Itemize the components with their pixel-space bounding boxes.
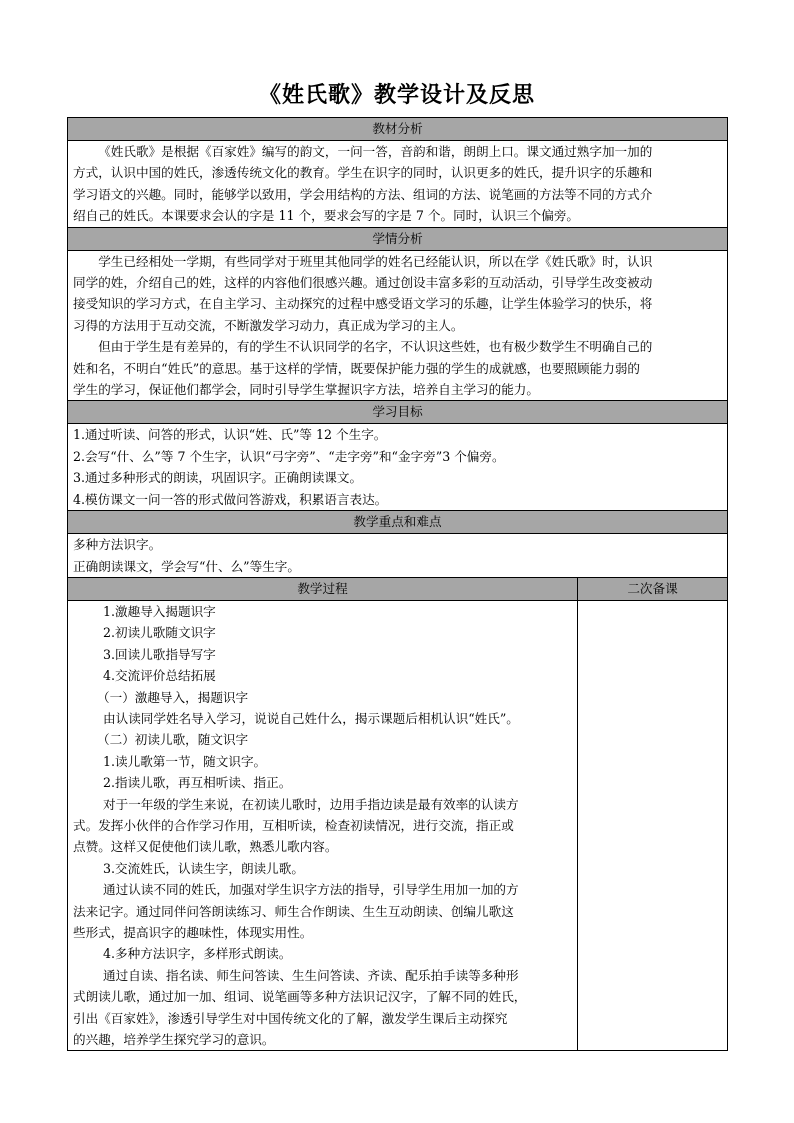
text-line: 姓和名，不明白“姓氏”的意思。基于这样的学情，既要保护能力强的学生的成就感，也要照顾能力弱的	[73, 360, 641, 376]
learners-header-row	[68, 227, 728, 250]
material-body	[68, 141, 728, 228]
process-line: （二）初读儿歌，随文识字	[97, 732, 249, 748]
text-line: 习得的方法用于互动交流，不断激发学习动力，真正成为学习的主人。	[73, 317, 464, 333]
text-line: 方式，认识中国的姓氏，渗透传统文化的教育。学生在识字的同时，认识更多的姓氏，提升识字的乐趣和	[73, 165, 653, 181]
process-line: 的兴趣，培养学生探究学习的意识。	[73, 1032, 275, 1048]
process-line: 法来记字。通过同伴问答朗读练习、师生合作朗读、生生互动朗读、创编儿歌这	[73, 903, 514, 919]
text-line: 学习语文的兴趣。同时，能够学以致用，学会用结构的方法、组词的方法、说笔画的方法等不同的方式介	[73, 186, 653, 202]
goals-header: 学习目标	[68, 401, 728, 424]
process-body-row	[68, 600, 728, 1051]
process-line: （一）激趣导入，揭题识字	[97, 689, 249, 705]
process-header: 教学过程	[68, 577, 578, 600]
learners-header: 学情分析	[68, 227, 728, 250]
process-line: 4.交流评价总结拓展	[103, 668, 216, 684]
page-title: 《姓氏歌》教学设计及反思	[258, 83, 535, 108]
process-line: 3.回读儿歌指导写字	[103, 646, 216, 662]
learners-body	[68, 250, 728, 401]
goals-body	[68, 424, 728, 511]
process-line: 4.多种方法识字，多样形式朗读。	[103, 946, 292, 962]
process-line: 对于一年级的学生来说，在初读儿歌时，边用手指边读是最有效率的认读方	[103, 796, 519, 812]
text-line: 但由于学生是有差异的，有的学生不认识同学的名字，不认识这些姓，也有极少数学生不明确自己的	[98, 339, 653, 355]
text-line: 接受知识的学习方式，在自主学习、主动探究的过程中感受语文学习的乐趣，让学生体验学习的快乐，将	[73, 296, 653, 312]
material-header-row	[68, 118, 728, 141]
process-line: 式朗读儿歌，通过加一加、组词、说笔画等多种方法识记汉字，了解不同的姓氏，	[73, 989, 527, 1005]
process-line: 3.交流姓氏，认读生字，朗读儿歌。	[103, 860, 304, 876]
process-line: 2.初读儿歌随文识字	[103, 625, 216, 641]
process-line: 2.指读儿歌，再互相听读、指正。	[103, 775, 292, 791]
process-line: 些形式，提高识字的趣味性，体现实用性。	[73, 925, 313, 940]
process-line: 由认读同学姓名导入学习，说说自己姓什么，揭示课题后相机认识“姓氏”。	[103, 710, 519, 726]
key-points-header: 教学重点和难点	[68, 511, 728, 534]
text-line: 学生的学习，保证他们都学会，同时引导学生掌握识字方法，培养自主学习的能力。	[73, 382, 539, 398]
goals-body-row	[68, 424, 728, 511]
lesson-plan-table	[67, 117, 728, 1051]
second-prep-header: 二次备课	[578, 577, 728, 600]
key-points-body-row	[68, 534, 728, 578]
text-line: 绍自己的姓氏。本课要求会认的字是 11 个，要求会写的字是 7 个。同时，认识三个偏旁。	[73, 208, 580, 224]
process-line: 点赞。这样又促使他们读儿歌，熟悉儿歌内容。	[73, 839, 338, 855]
second-prep-body	[578, 600, 728, 1051]
process-line: 1.读儿歌第一节，随文识字。	[103, 753, 267, 769]
goal-item: 3.通过多种形式的朗读，巩固识字。正确朗读课文。	[73, 470, 363, 486]
text-line: 同学的姓，介绍自己的姓，这样的内容他们很感兴趣。通过创设丰富多彩的互动活动，引导学生改变被动	[73, 275, 653, 291]
process-line: 通过认读不同的姓氏，加强对学生识字方法的指导，引导学生用加一加的方	[103, 882, 519, 898]
text-line: 学生已经相处一学期，有些同学对于班里其他同学的姓名已经能认识，所以在学《姓氏歌》时，认识	[98, 253, 653, 269]
text-line: 《姓氏歌》是根据《百家姓》编写的韵文，一问一答，音韵和谐，朗朗上口。课文通过熟字加一加的	[98, 144, 653, 159]
goal-item: 1.通过听读、问答的形式，认识“姓、氏”等 12 个生字。	[73, 427, 387, 443]
process-line: 式。发挥小伙伴的合作学习作用，互相听读，检查初读情况，进行交流，指正或	[73, 817, 514, 833]
key-points-body	[68, 534, 728, 578]
process-line: 通过自读、指名读、师生问答读、生生问答读、齐读、配乐拍手读等多种形	[103, 967, 519, 983]
goal-item: 4.模仿课文一问一答的形式做问答游戏，积累语言表达。	[73, 491, 388, 507]
key-points-header-row	[68, 511, 728, 534]
material-body-row	[68, 141, 728, 228]
learners-body-row	[68, 250, 728, 401]
goal-item: 2.会写“什、么”等 7 个生字，认识“弓字旁”、“走字旁”和“金字旁”3 个偏旁。	[73, 448, 505, 464]
goals-header-row	[68, 401, 728, 424]
process-line: 引出《百家姓》，渗透引导学生对中国传统文化的了解，激发学生课后主动探究	[73, 1010, 508, 1026]
material-header: 教材分析	[68, 118, 728, 141]
key-point-item: 正确朗读课文，学会写“什、么”等生字。	[73, 558, 300, 574]
process-header-row	[68, 577, 728, 600]
process-line: 1.激趣导入揭题识字	[103, 603, 216, 619]
process-body	[68, 600, 578, 1051]
key-point-item: 多种方法识字。	[73, 537, 162, 553]
